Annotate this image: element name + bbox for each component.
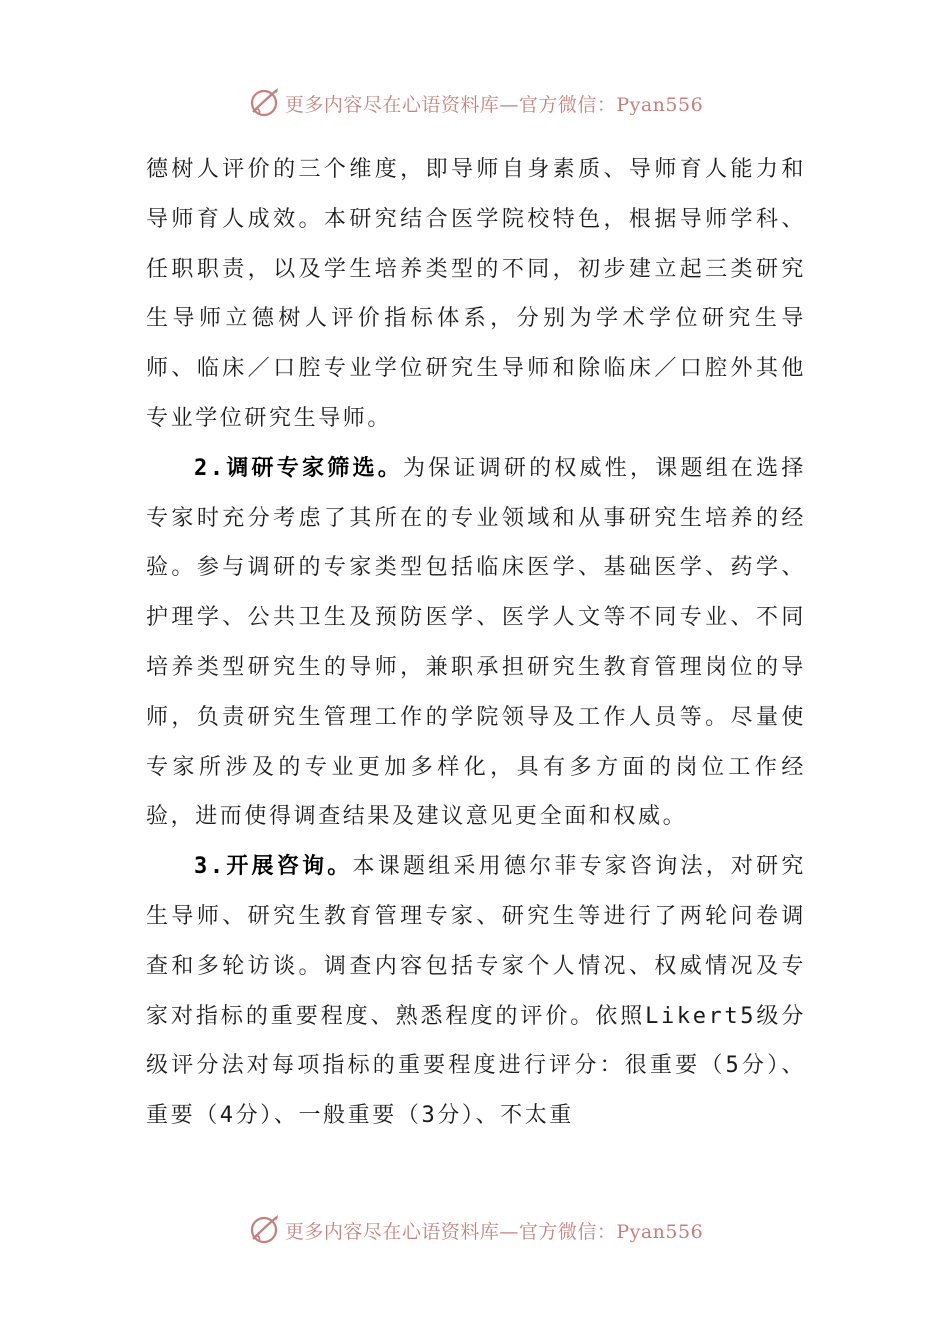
- pen-logo-icon: [247, 86, 281, 120]
- paragraph-3-text: 本课题组采用德尔菲专家咨询法，对研究生导师、研究生教育管理专家、研究生等进行了两轮问卷调查和多轮访谈。调查内容包括专家个人情况、权威情况及专家对指标的重要程度、熟悉程度的评价。依照Likert5级分级评分法对每项指标的重要程度进行评分：很重要（5分）、重要（4分）、一般重要（3分）、不太重: [146, 854, 806, 1129]
- watermark-text: 更多内容尽在心语资料库—官方微信：Pyan556: [284, 93, 704, 116]
- paragraph-2: [146, 444, 806, 842]
- paragraph-1-text: 德树人评价的三个维度，即导师自身素质、导师育人能力和导师育人成效。本研究结合医学院校特色，根据导师学科、任职职责，以及学生培养类型的不同，初步建立起三类研究生导师立德树人评价指标体系，分别为学术学位研究生导师、临床／口腔专业学位研究生导师和除临床／口腔外其他专业学位研究生导师。: [146, 157, 806, 431]
- footer-watermark: [0, 1210, 950, 1250]
- paragraph-3: [146, 842, 806, 1141]
- document-body: [146, 145, 806, 1141]
- paragraph-2-text: 为保证调研的权威性，课题组在选择专家时充分考虑了其所在的专业领域和从事研究生培养的经验。参与调研的专家类型包括临床医学、基础医学、药学、护理学、公共卫生及预防医学、医学人文等不同专业、不同培养类型研究生的导师，兼职承担研究生教育管理岗位的导师，负责研究生管理工作的学院领导及工作人员等。尽量使专家所涉及的专业更加多样化，具有多方面的岗位工作经验，进而使得调查结果及建议意见更全面和权威。: [146, 455, 806, 830]
- watermark-text: 更多内容尽在心语资料库—官方微信：Pyan556: [284, 1220, 704, 1243]
- pen-logo-icon: [247, 1213, 281, 1247]
- paragraph-2-heading: 2.调研专家筛选。: [194, 455, 403, 481]
- paragraph-3-heading: 3.开展咨询。: [194, 854, 353, 880]
- paragraph-1: [146, 145, 806, 444]
- header-watermark: [0, 83, 950, 123]
